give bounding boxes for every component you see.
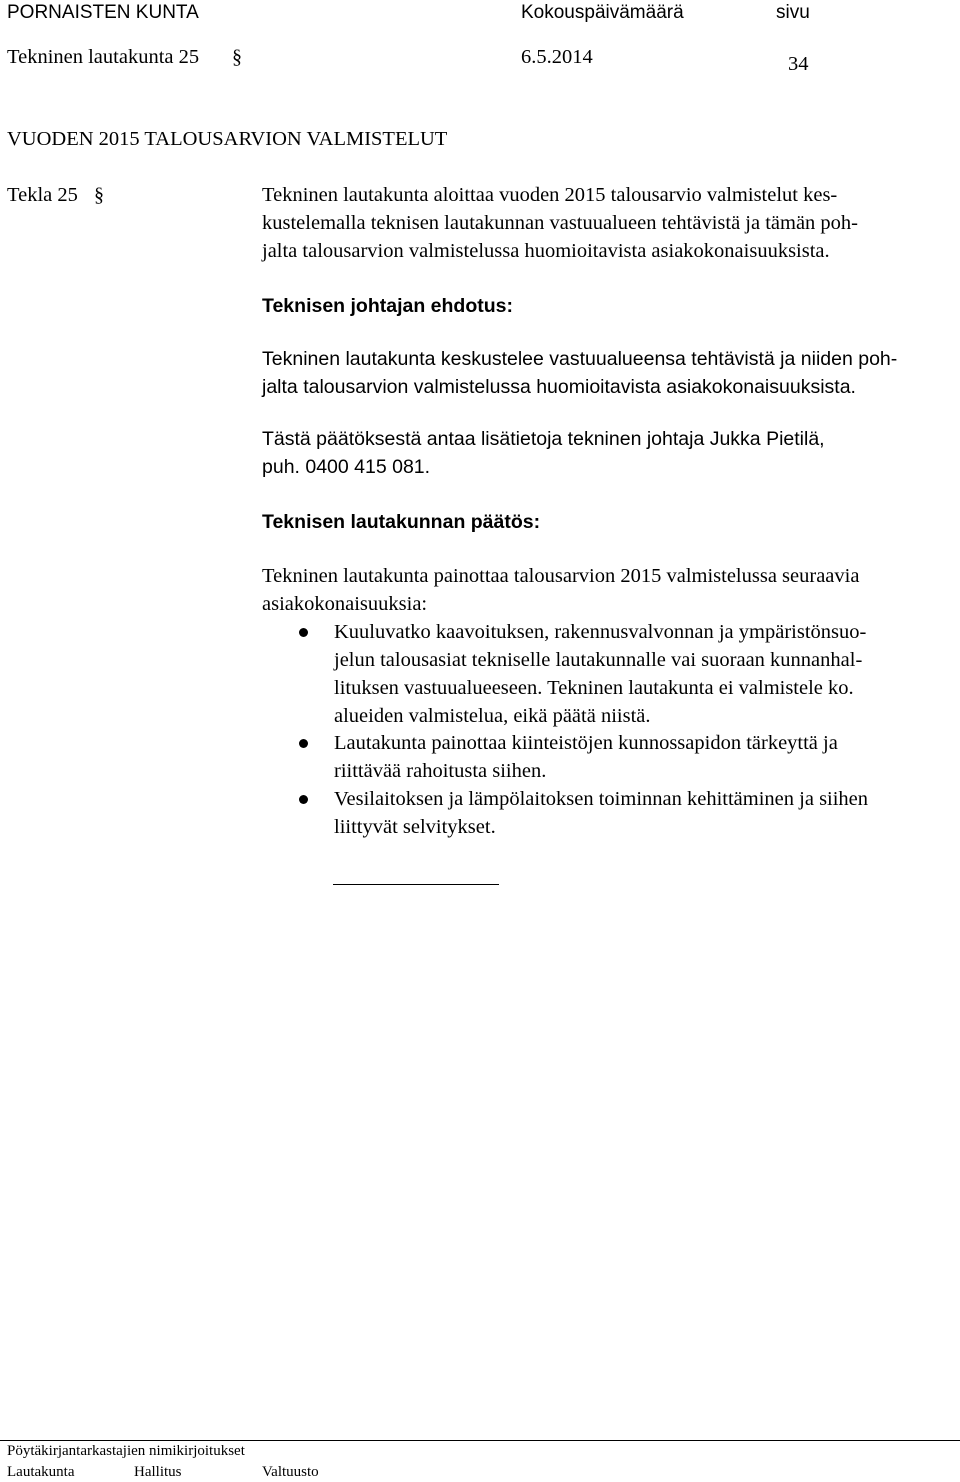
bullet-icon [299, 628, 308, 637]
case-ref-mark: § [94, 184, 104, 206]
meeting-body: Tekninen lautakunta 25 [7, 46, 200, 68]
proposal-paragraph [262, 345, 956, 401]
footer-col-valtuusto: Valtuusto [262, 1464, 319, 1480]
meeting-date: 6.5.2014 [521, 46, 593, 68]
bullet-line: lituksen vastuualueeseen. Tekninen lautakunta ei valmistele ko. [334, 677, 854, 699]
document-title: VUODEN 2015 TALOUSARVION VALMISTELUT [7, 128, 448, 150]
contact-line: Tästä päätöksestä antaa lisätietoja tekninen johtaja Jukka Pietilä, [262, 428, 825, 450]
footer-col-hallitus: Hallitus [134, 1464, 182, 1480]
bullet-icon [299, 739, 308, 748]
end-rule [333, 884, 499, 885]
bullet-line: alueiden valmistelua, eikä päätä niistä. [334, 705, 651, 727]
intro-paragraph [262, 181, 956, 265]
decision-bullet [262, 785, 956, 841]
bullet-icon [299, 795, 308, 804]
intro-line: Tekninen lautakunta aloittaa vuoden 2015 talousarvio valmistelut kes- [262, 184, 838, 206]
bullet-line: jelun talousasiat tekniselle lautakunnalle vai suoraan kunnanhal- [334, 649, 863, 671]
page-label: sivu [776, 2, 810, 23]
intro-line: jalta talousarvion valmistelussa huomioitavista asiakokonaisuuksista. [262, 240, 830, 262]
date-label: Kokouspäivämäärä [521, 2, 684, 23]
bullet-line: liittyvät selvitykset. [334, 816, 496, 838]
contact-paragraph [262, 425, 956, 481]
decision-heading: Teknisen lautakunnan päätös: [262, 511, 541, 533]
intro-line: kustelemalla teknisen lautakunnan vastuualueen tehtävistä ja tämän poh- [262, 212, 859, 234]
footer-rule [0, 1440, 960, 1441]
decision-line: Tekninen lautakunta painottaa talousarvion 2015 valmistelussa seuraavia [262, 565, 860, 587]
section-mark: § [232, 46, 242, 68]
proposal-line: jalta talousarvion valmistelussa huomioitavista asiakokonaisuuksista. [262, 376, 856, 398]
contact-line: puh. 0400 415 081. [262, 456, 431, 478]
decision-line: asiakokonaisuuksia: [262, 593, 428, 615]
decision-paragraph [262, 562, 956, 618]
signatures-label: Pöytäkirjantarkastajien nimikirjoitukset [7, 1443, 245, 1459]
proposal-heading: Teknisen johtajan ehdotus: [262, 295, 513, 317]
page-number: 34 [788, 53, 809, 75]
decision-bullet [262, 618, 956, 730]
bullet-line: Kuuluvatko kaavoituksen, rakennusvalvonnan ja ympäristönsuo- [334, 621, 867, 643]
bullet-line: riittävää rahoitusta siihen. [334, 760, 547, 782]
proposal-line: Tekninen lautakunta keskustelee vastuualueensa tehtävistä ja niiden poh- [262, 348, 898, 370]
bullet-line: Lautakunta painottaa kiinteistöjen kunnossapidon tärkeyttä ja [334, 732, 838, 754]
decision-bullet [262, 729, 956, 785]
footer-col-lautakunta: Lautakunta [7, 1464, 75, 1480]
municipality-name: PORNAISTEN KUNTA [7, 2, 199, 23]
bullet-line: Vesilaitoksen ja lämpölaitoksen toiminnan kehittäminen ja siihen [334, 788, 869, 810]
case-ref-label: Tekla 25 [7, 184, 78, 206]
